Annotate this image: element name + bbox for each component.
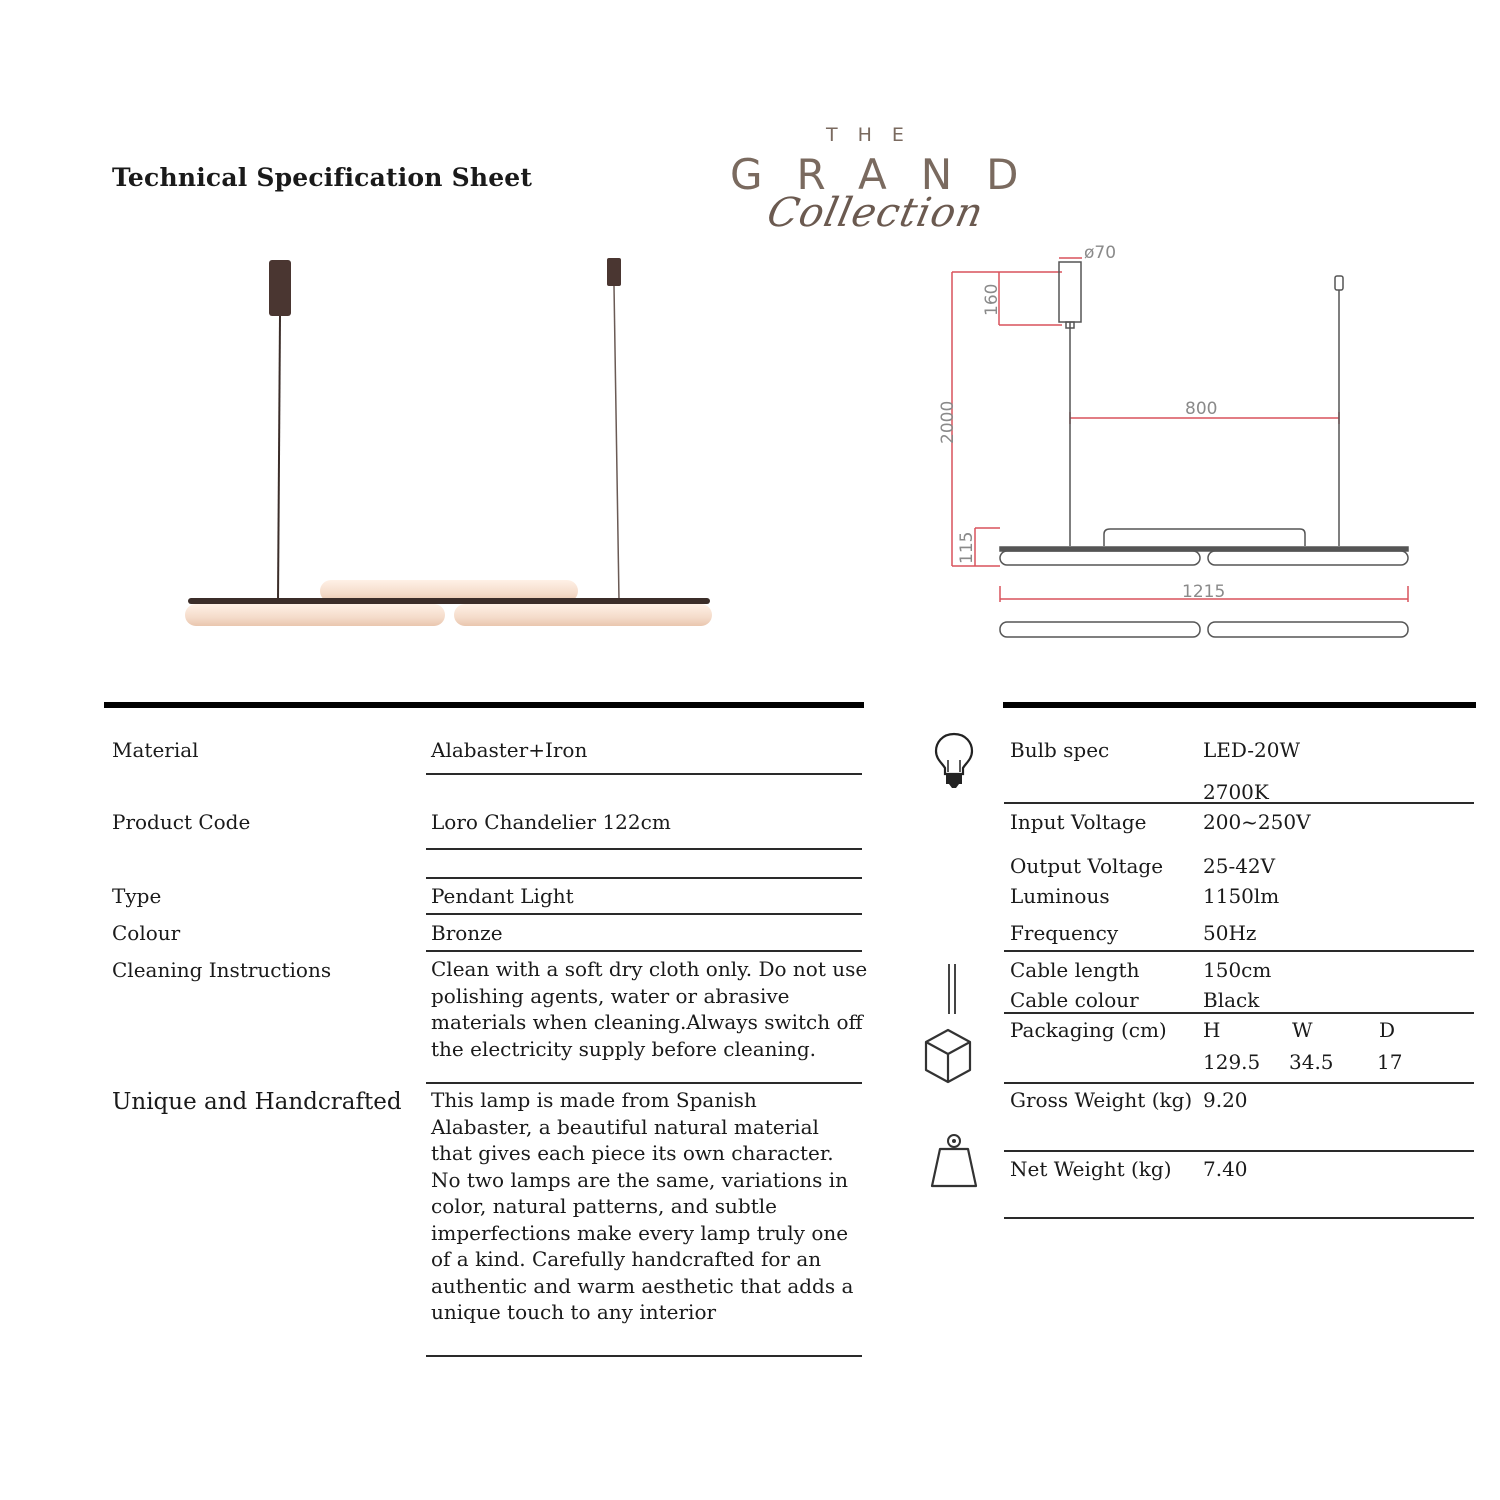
brand-logo-collection: Collection bbox=[763, 190, 988, 236]
row-divider bbox=[426, 1082, 862, 1084]
output-voltage-value: 25-42V bbox=[1203, 854, 1276, 878]
output-voltage-label: Output Voltage bbox=[1010, 854, 1164, 878]
packaging-label: Packaging (cm) bbox=[1010, 1018, 1167, 1042]
packaging-d-label: D bbox=[1379, 1018, 1396, 1042]
left-table-top-rule bbox=[104, 702, 864, 708]
bulb-value: LED-20W bbox=[1203, 738, 1301, 762]
luminous-value: 1150lm bbox=[1203, 884, 1280, 908]
product-code-label: Product Code bbox=[112, 810, 251, 834]
frequency-value: 50Hz bbox=[1203, 921, 1257, 945]
type-value: Pendant Light bbox=[431, 884, 574, 908]
row-divider bbox=[426, 950, 862, 952]
dim-spacing: 800 bbox=[1185, 399, 1218, 419]
input-voltage-label: Input Voltage bbox=[1010, 810, 1147, 834]
dim-canopy-height: 160 bbox=[982, 283, 1002, 316]
dimension-diagram bbox=[0, 0, 1500, 700]
colour-label: Colour bbox=[112, 921, 181, 945]
cable-length-label: Cable length bbox=[1010, 958, 1140, 982]
cable-icon bbox=[943, 962, 963, 1018]
dim-width: 1215 bbox=[1182, 582, 1226, 602]
dim-drop: 2000 bbox=[938, 400, 958, 444]
material-value: Alabaster+Iron bbox=[431, 738, 588, 762]
material-label: Material bbox=[112, 738, 199, 762]
cable-colour-value: Black bbox=[1203, 988, 1260, 1012]
row-divider bbox=[1004, 1082, 1474, 1084]
unique-value: This lamp is made from Spanish Alabaster, a beautiful natural material that gives each piece its own character. No two lamps are the same, variations in color, natural patterns, and subtle imperfections make every lamp truly one of a kind. Carefully handcrafted for an authentic and warm aesthetic that adds a unique touch to any interior bbox=[431, 1088, 854, 1324]
right-table-top-rule bbox=[1003, 702, 1476, 708]
cleaning-label: Cleaning Instructions bbox=[112, 958, 332, 982]
weight-icon bbox=[926, 1130, 982, 1190]
packaging-w-label: W bbox=[1292, 1018, 1313, 1042]
bulb-label: Bulb spec bbox=[1010, 738, 1110, 762]
cable-colour-label: Cable colour bbox=[1010, 988, 1139, 1012]
page-title: Technical Specification Sheet bbox=[112, 163, 533, 192]
gross-weight-value: 9.20 bbox=[1203, 1088, 1248, 1112]
type-label: Type bbox=[112, 884, 162, 908]
packaging-h-label: H bbox=[1203, 1018, 1221, 1042]
row-divider bbox=[1004, 1217, 1474, 1219]
row-divider bbox=[426, 913, 862, 915]
packaging-w-value: 34.5 bbox=[1289, 1050, 1334, 1074]
net-weight-value: 7.40 bbox=[1203, 1157, 1248, 1181]
luminous-label: Luminous bbox=[1010, 884, 1110, 908]
packaging-d-value: 17 bbox=[1377, 1050, 1403, 1074]
row-divider bbox=[1004, 1012, 1474, 1014]
bulb-value-kelvin: 2700K bbox=[1203, 780, 1269, 804]
brand-logo-grand: GRAND bbox=[730, 150, 1053, 199]
net-weight-label: Net Weight (kg) bbox=[1010, 1157, 1172, 1181]
row-divider bbox=[426, 877, 862, 879]
brand-logo-the: THE bbox=[826, 124, 924, 146]
row-divider bbox=[426, 848, 862, 850]
box-icon bbox=[920, 1026, 976, 1086]
row-divider bbox=[1004, 1150, 1474, 1152]
bulb-icon bbox=[934, 732, 974, 792]
colour-value: Bronze bbox=[431, 921, 503, 945]
gross-weight-label: Gross Weight (kg) bbox=[1010, 1088, 1193, 1112]
row-divider bbox=[426, 1355, 862, 1357]
dim-canopy-dia: ø70 bbox=[1084, 243, 1117, 263]
product-code-value: Loro Chandelier 122cm bbox=[431, 810, 671, 834]
row-divider bbox=[426, 773, 862, 775]
dim-body-height: 115 bbox=[957, 531, 977, 564]
frequency-label: Frequency bbox=[1010, 921, 1119, 945]
packaging-h-value: 129.5 bbox=[1203, 1050, 1261, 1074]
cable-length-value: 150cm bbox=[1203, 958, 1272, 982]
row-divider bbox=[1004, 950, 1474, 952]
input-voltage-value: 200~250V bbox=[1203, 810, 1311, 834]
unique-label: Unique and Handcrafted bbox=[112, 1089, 402, 1115]
cleaning-value: Clean with a soft dry cloth only. Do not use polishing agents, water or abrasive materials when cleaning.Always switch off the electricity supply before cleaning. bbox=[431, 957, 868, 1061]
row-divider bbox=[1004, 802, 1474, 804]
